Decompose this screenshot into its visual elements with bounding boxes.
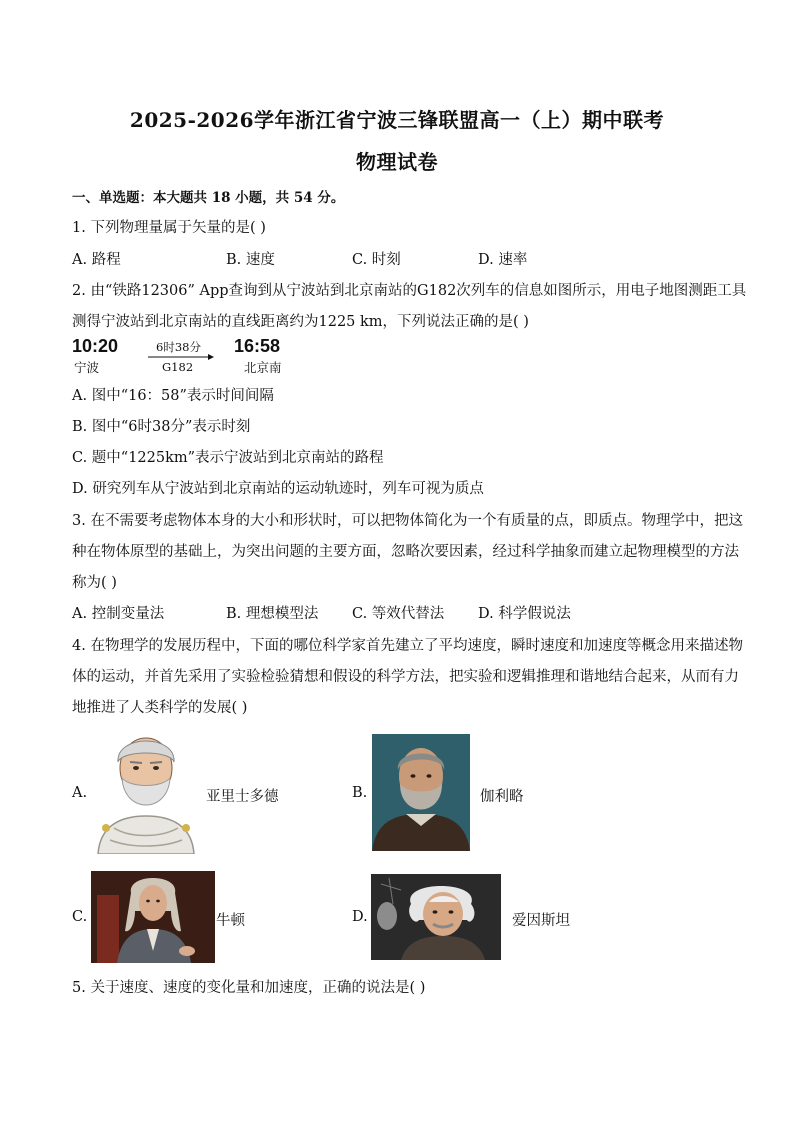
travel-duration: 6时38分	[156, 340, 201, 354]
q4-stem-line2: 体的运动，并首先采用了实验检验猜想和假设的科学方法，把实验和逻辑推理和谐地结合起来，从而有力	[72, 669, 739, 685]
arrive-time: 16:58	[234, 336, 281, 356]
aristotle-portrait-image	[90, 728, 202, 854]
q3-option-b: B. 理想模型法	[226, 606, 319, 622]
depart-station: 宁波	[74, 360, 100, 375]
q2-stem-line1: 2. 由“铁路12306” App查询到从宁波站到北京南站的G182次列车的信息如图所示，用电子地图测距工具	[72, 283, 747, 299]
einstein-portrait-image	[371, 874, 501, 960]
q4-option-a-letter: A.	[72, 785, 88, 801]
q2-stem-line2: 测得宁波站到北京南站的直线距离约为1225 km，下列说法正确的是( )	[72, 314, 529, 330]
page-subtitle: 物理试卷	[356, 150, 438, 174]
newton-portrait-image	[91, 871, 215, 963]
q1-stem: 1. 下列物理量属于矢量的是( )	[72, 220, 266, 236]
q4-option-c-letter: C.	[72, 909, 88, 925]
depart-time: 10:20	[72, 336, 119, 356]
q4-option-a-name: 亚里士多德	[206, 789, 279, 805]
q4-stem-line1: 4. 在物理学的发展历程中，下面的哪位科学家首先建立了平均速度，瞬时速度和加速度等概念用来描述物	[72, 638, 743, 654]
q3-option-a: A. 控制变量法	[72, 606, 165, 622]
arrive-station: 北京南	[244, 360, 282, 375]
q1-option-d: D. 速率	[478, 252, 528, 268]
q4-stem-line3: 地推进了人类科学的发展( )	[72, 700, 248, 716]
q2-option-d: D. 研究列车从宁波站到北京南站的运动轨迹时，列车可视为质点	[72, 481, 484, 497]
q4-option-b-letter: B.	[352, 785, 368, 801]
section-heading: 一、单选题：本大题共 18 小题，共 54 分。	[72, 190, 345, 206]
q3-option-d: D. 科学假说法	[478, 606, 571, 622]
train-info-figure	[72, 336, 302, 376]
q1-option-c: C. 时刻	[352, 252, 401, 268]
q3-option-c: C. 等效代替法	[352, 606, 445, 622]
q3-stem-line3: 称为( )	[72, 575, 117, 591]
q2-option-c: C. 题中“1225km”表示宁波站到北京南站的路程	[72, 450, 384, 466]
q3-stem-line2: 种在物体原型的基础上，为突出问题的主要方面，忽略次要因素，经过科学抽象而建立起物理模型的方法	[72, 544, 739, 560]
q1-option-b: B. 速度	[226, 252, 275, 268]
galileo-portrait-image	[372, 734, 470, 851]
q4-option-d-name: 爱因斯坦	[512, 913, 570, 929]
q4-option-b-name: 伽利略	[480, 789, 524, 805]
q2-option-a: A. 图中“16：58”表示时间间隔	[72, 388, 274, 404]
q2-option-b: B. 图中“6时38分”表示时刻	[72, 419, 251, 435]
train-number: G182	[162, 360, 194, 374]
q1-option-a: A. 路程	[72, 252, 121, 268]
q3-stem-line1: 3. 在不需要考虑物体本身的大小和形状时，可以把物体简化为一个有质量的点，即质点。物理学中，把这	[72, 513, 743, 529]
page-title: 2025-2026学年浙江省宁波三锋联盟高一（上）期中联考	[129, 108, 665, 132]
q4-option-d-letter: D.	[352, 909, 368, 925]
q4-option-c-name: 牛顿	[216, 913, 245, 929]
q5-stem: 5. 关于速度、速度的变化量和加速度，正确的说法是( )	[72, 980, 426, 996]
